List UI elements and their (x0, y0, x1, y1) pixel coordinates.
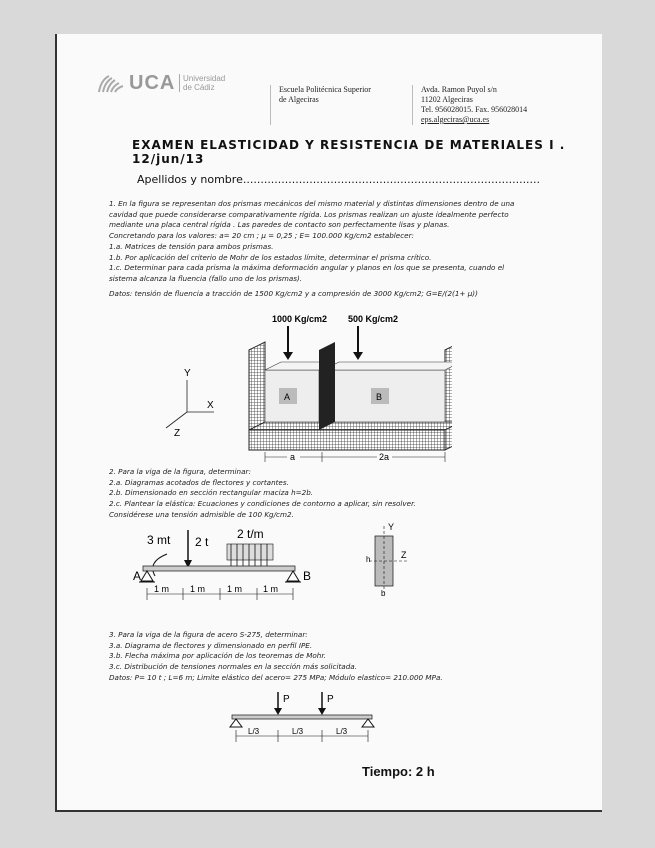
span-label: 1 m (190, 584, 206, 594)
span-label: L/3 (292, 727, 304, 736)
support-a (141, 571, 153, 581)
q3-line: 3. Para la viga de la figura de acero S-275, determinar: (109, 630, 308, 639)
q2-line: Considérese una tensión admisible de 100 Kg/cm2. (109, 509, 294, 519)
load-arrow-a-head (283, 352, 293, 360)
address-block (412, 85, 527, 125)
exam-sheet (55, 34, 602, 812)
dim-a-label: a (290, 452, 296, 462)
question-2 (109, 467, 589, 521)
question-3 (109, 630, 589, 684)
question-1 (109, 199, 589, 299)
q1-line: 1.a. Matrices de tensión para ambos prismas. (109, 241, 274, 251)
logo-sub-line: Universidad (183, 74, 226, 83)
block-a-label: A (284, 392, 291, 402)
address-line: 11202 Algeciras (421, 95, 473, 104)
span-label: 1 m (154, 584, 170, 594)
q1-line: 1. En la figura se representan dos prismas mecánicos del mismo material y distintas dimensiones dentro de una (109, 199, 515, 208)
logo-sub-line: de Cádiz (183, 83, 215, 92)
dist-load-block (227, 544, 273, 560)
laurel-icon (97, 74, 127, 94)
school-line: Escuela Politécnica Superior (279, 85, 371, 94)
section-y-label: Y (388, 522, 395, 532)
q1-line: sistema alcanza la fluencia (fallo uno de los prismas). (109, 273, 303, 283)
axis-x-label: X (207, 400, 214, 411)
load-p1-label: P (283, 694, 290, 705)
support-a-label: A (133, 569, 142, 583)
q3-line: 3.a. Diagrama de flectores y dimensionado en perfil IPE. (109, 640, 313, 650)
support-b-label: B (303, 569, 312, 583)
beam (143, 566, 295, 571)
rigid-plate (319, 342, 335, 430)
load-label-b: 500 Kg/cm2 (348, 314, 399, 324)
load-arrow-b-head (353, 352, 363, 360)
block-b-label: B (376, 392, 383, 402)
q1-line: cavidad que puede considerarse comparativamente rígida. Los prismas realizan un ajuste idealmente perfecto (109, 209, 509, 219)
q1-line: 1.c. Determinar para cada prisma la máxima deformación angular y planos en los que se presenta, cuando el (109, 263, 505, 273)
q2-line: 2.a. Diagramas acotados de flectores y cortantes. (109, 477, 289, 487)
cavity-base (249, 430, 445, 450)
q2-line: 2. Para la viga de la figura, determinar: (109, 467, 251, 476)
figure-2-beam (127, 524, 327, 614)
q3-line: Datos: P= 10 t ; L=6 m; Limite elástico del acero= 275 MPa; Módulo elastico= 210.000 MPa. (109, 672, 443, 682)
exam-time: Tiempo: 2 h (362, 764, 435, 779)
dist-load-label: 2 t/m (237, 527, 264, 541)
figure-1-prisms (152, 312, 452, 462)
email-link[interactable]: eps.algeciras@uca.es (421, 115, 490, 124)
figure-2-section (357, 522, 417, 602)
section-h-label: h (366, 555, 371, 564)
axis-y-label: Y (184, 368, 191, 379)
name-field[interactable]: Apellidos y nombre..................................................................................... (137, 173, 541, 186)
point-load-label: 2 t (195, 535, 209, 549)
q2-line: 2.b. Dimensionado en sección rectangular maciza h=2b. (109, 488, 314, 498)
span-label: L/3 (248, 727, 260, 736)
logo-text: UCA (129, 72, 176, 94)
address-line: Avda. Ramon Puyol s/n (421, 85, 497, 94)
moment-arc (153, 554, 167, 576)
span-label: L/3 (336, 727, 348, 736)
q1-line: Datos: tensión de fluencia a tracción de 1500 Kg/cm2 y a compresión de 3000 Kg/cm2; G=E/(2(1+ μ)) (109, 288, 478, 298)
dim-2a-label: 2a (379, 452, 390, 462)
school-block (270, 85, 371, 125)
q2-line: 2.c. Plantear la elástica: Ecuaciones y condiciones de contorno a aplicar, sin resolver. (109, 499, 416, 509)
load-label-a: 1000 Kg/cm2 (272, 314, 328, 324)
q1-line: 1.b. Por aplicación del criterio de Mohr de los estados límite, determinar el prisma crítico. (109, 252, 432, 262)
q1-line: mediante una placa central rígida . Las paredes de contacto son perfectamente lisas y planas. (109, 220, 450, 230)
cavity-right-wall (445, 342, 452, 450)
axis-z-label: Z (174, 428, 181, 439)
exam-title: EXAMEN ELASTICIDAD Y RESISTENCIA DE MATERIALES I . 12/jun/13 (132, 138, 566, 166)
section-z-label: Z (401, 550, 407, 560)
q3-line: 3.b. Flecha máxima por aplicación de los teoremas de Mohr. (109, 651, 326, 661)
support-left (230, 719, 242, 727)
section-b-label: b (381, 589, 386, 598)
q3-line: 3.c. Distribución de tensiones normales en la sección más solicitada. (109, 662, 357, 672)
support-b (287, 571, 299, 581)
span-label: 1 m (227, 584, 243, 594)
load-p2-label: P (327, 694, 334, 705)
address-line: Tel. 956028015. Fax. 956028014 (421, 105, 528, 114)
q1-line: Concretando para los valores: a= 20 cm ; μ = 0,25 ; E= 100.000 Kg/cm2 establecer: (109, 231, 414, 241)
span-label: 1 m (263, 584, 279, 594)
axis-z-line (166, 412, 187, 428)
support-right (362, 719, 374, 727)
moment-label: 3 mt (147, 533, 171, 547)
figure-3-beam (222, 690, 392, 746)
school-line: de Algeciras (279, 95, 319, 104)
beam-3 (232, 715, 372, 719)
